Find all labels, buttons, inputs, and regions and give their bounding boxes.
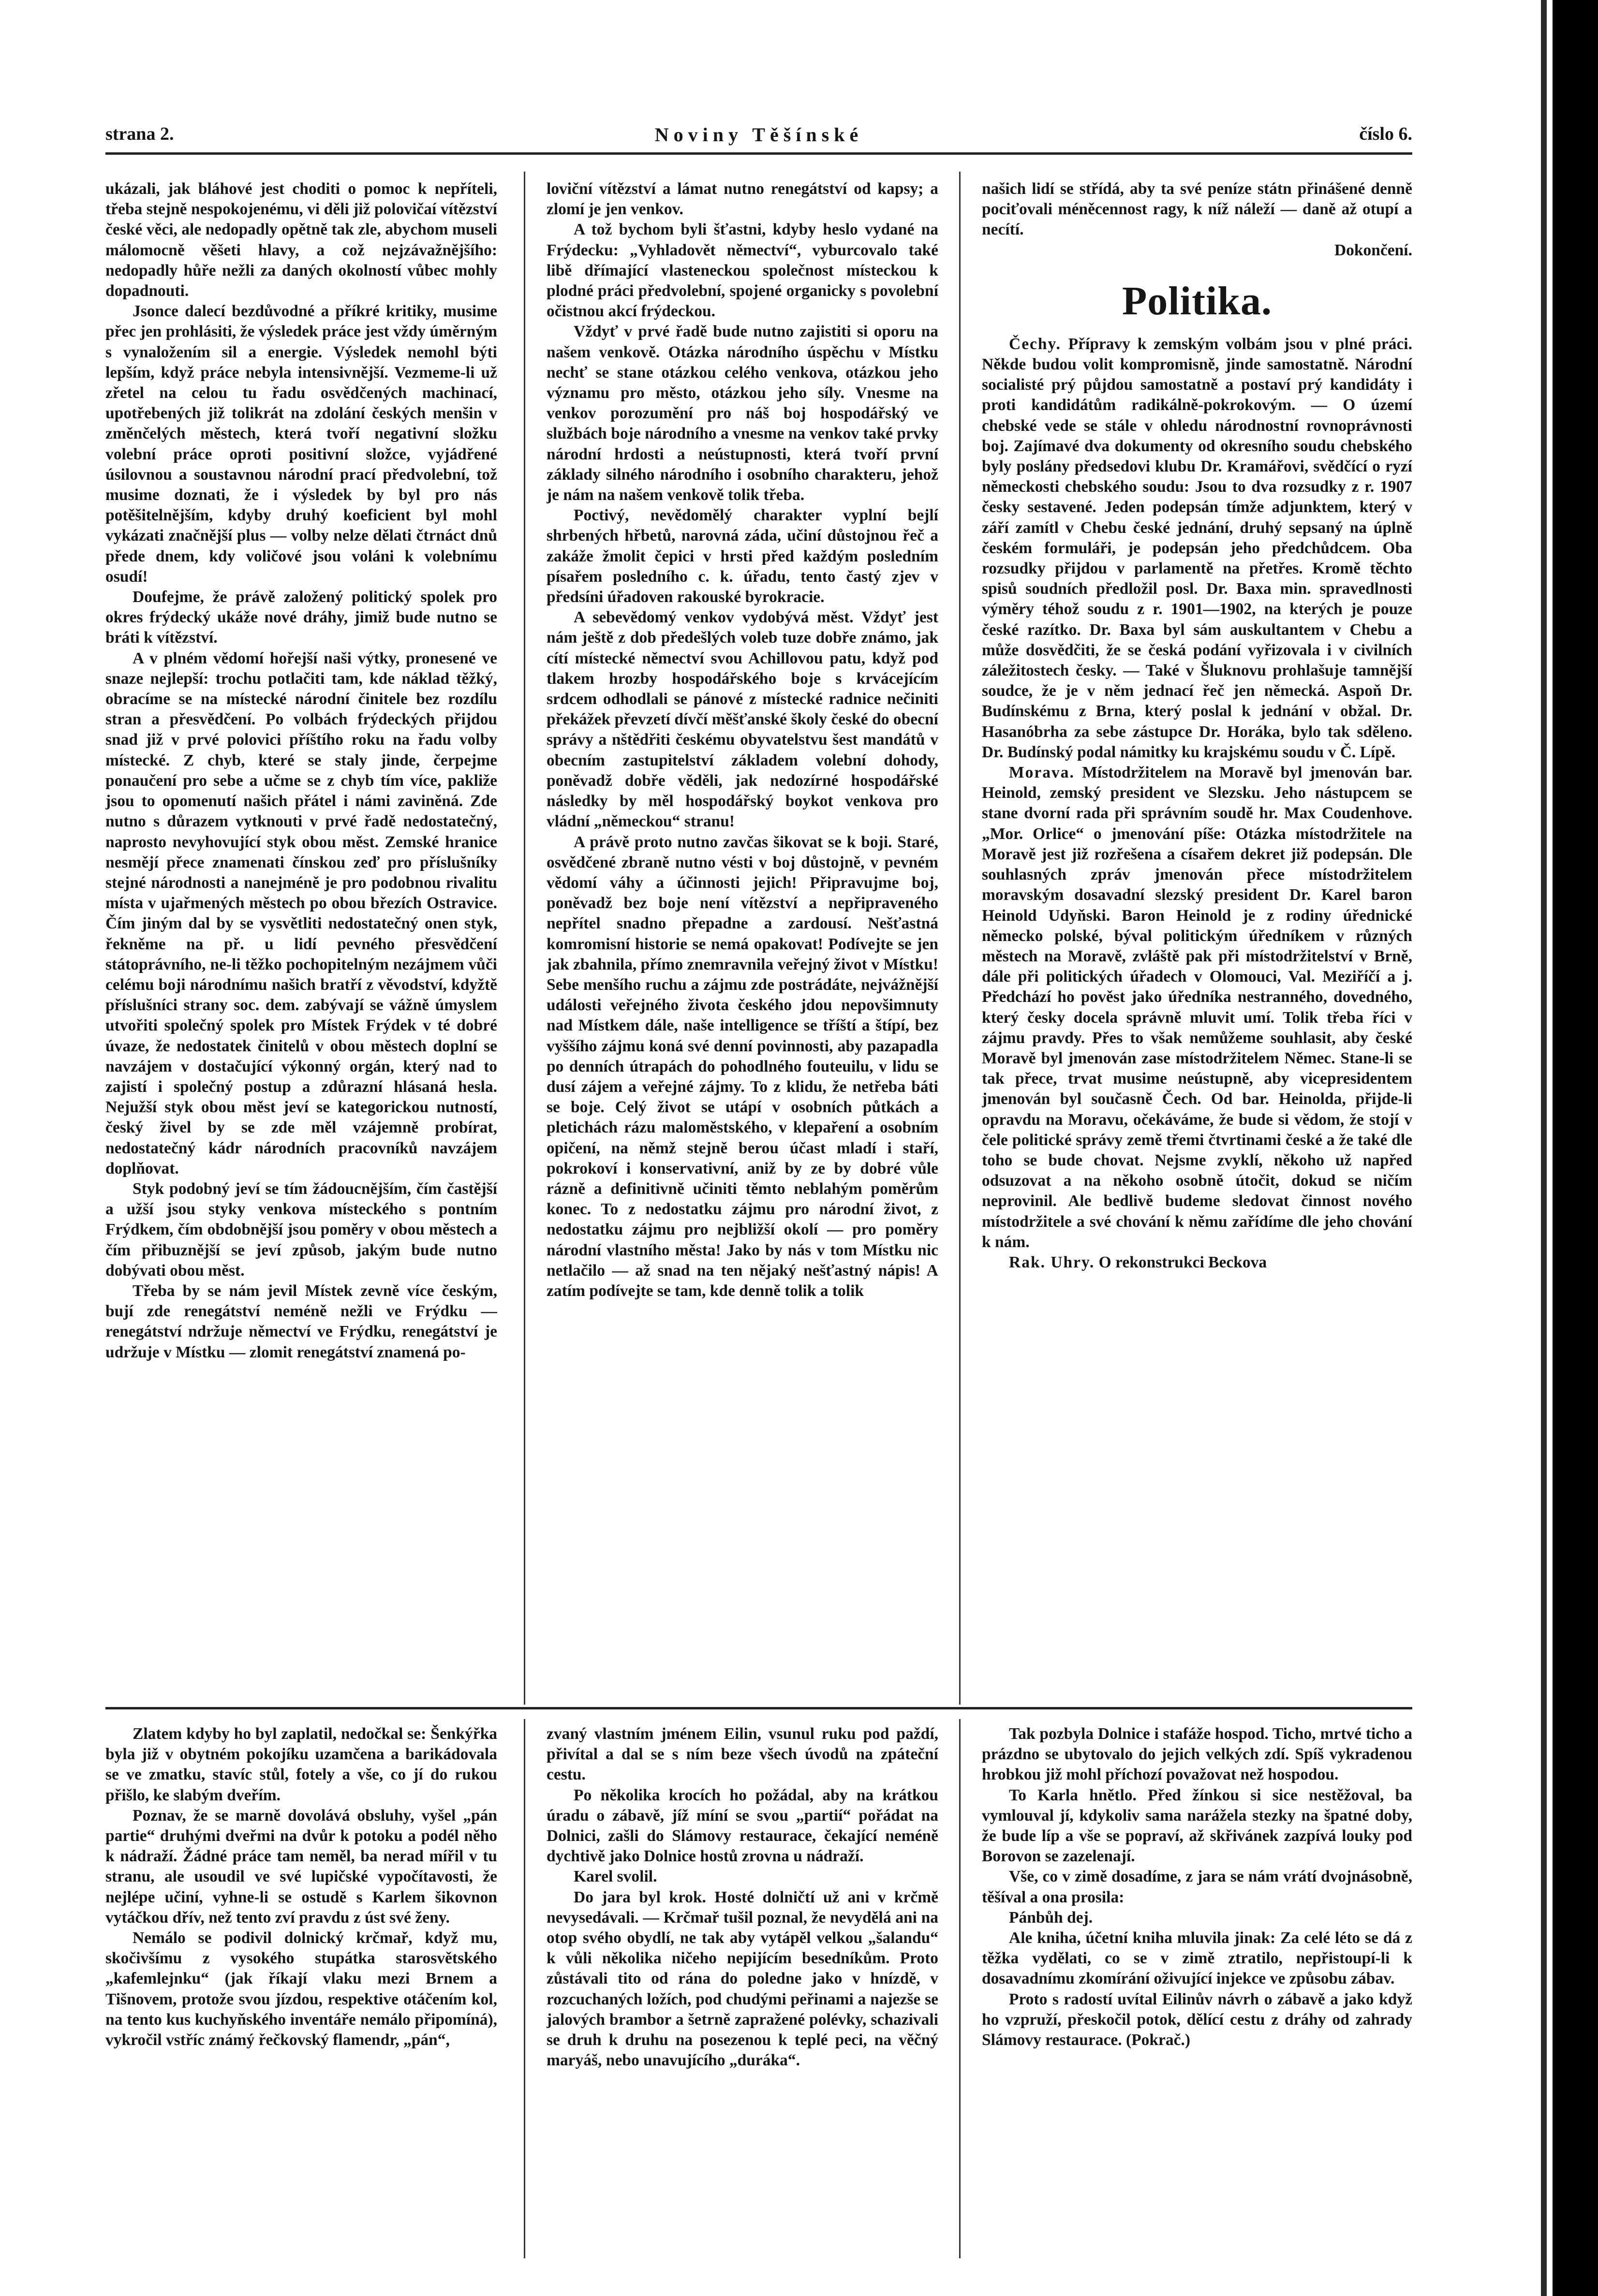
paragraph: A v plném vědomí hořejší naši výtky, pronesené ve snaze nejlepší: trochu potlačiti tam, kde náklad těžký, obracíme se na místecké národní činitele bez rozdílu stran a přesvědčení. Po volbách frýdeckých přijdou snad již v prvé polovici příštího roku na řadu volby místecké. Z chyb, které se staly jinde, čerpejme ponaučení pro sebe a učme se z chyb tím více, pakliže jsou to opomenutí našich přátel i námi zaviněná. Zde nutno s důrazem vytknouti v prvé řadě nedostatečný, naprosto nevyhovující styk obou měst. Zemské hranice nesmějí přece znamenati čínskou zeď pro příslušníky stejné národnosti a nanejméně je pro podobnou rivalitu místa v ujařmených městech po obou březích Ostravice. Čím jiným dal by se vysvětliti nedostatečný onen styk, řekněme na př. u lidí pevného přesvědčení státoprávního, ne-li těžko pochopitelným nezájmem vůči celému boji národnímu našich bratří z věvodství, kdyžtě příslušníci strany soc. dem. zabývají se vážně úmyslem utvořiti společný spolek pro Místek Frýdek v té dobré úvaze, že nedostatek činitelů v obou městech doplní se navzájem v dostačující výkonný orgán, který nad to zajistí i společný postup a zdůrazní hlásaná hesla. Nejužší styk obou měst jeví se kategorickou nutností, český živel by se zde měl vzájemně probírat, nedostatečný kádr národních pracovníků navzájem doplňovat.	[105, 649, 497, 1177]
paragraph: Nemálo se podivil dolnický krčmař, když mu, skočivšímu z vysokého stupátka starosvětského „kafemlejnku“ (jak říkají vlaku mezi Brnem a Tišnovem, protože svou jízdou, respektive otáčením kol, na tento kus kuchyňského inventáře nemálo připomíná), vykročil vstříc známý řečkovský flamendr, „pán“,	[105, 1929, 497, 2049]
paragraph: Zlatem kdyby ho byl zaplatil, nedočkal se: Šenkýřka byla již v obytném pokojíku uzamčena a barikádovala se ve zmatku, stavíc stůl, fotely a vše, co jí do rukou přišlo, ke slabým dveřím.	[105, 1725, 497, 1804]
paragraph-text: O rekonstrukci Beckova	[1098, 1253, 1267, 1271]
paragraph: ukázali, jak bláhové jest choditi o pomoc k nepříteli, třeba stejně nespokojenému, vi děli již polovičaí vítězství české věci, ale nedopadly opětně tak zle, abychom museli málomocně věšeti hlavy, a což nejzávažnějšího: nedopadly hůře nežli za daných okolností vůbec mohly dopadnouti.	[105, 180, 497, 300]
page-number: strana 2.	[105, 124, 174, 144]
column-divider	[524, 172, 525, 1705]
scan-edge-shadow	[1541, 0, 1547, 2296]
paragraph-text: Proto s radostí uvítal Eilinův návrh o zábavě a jako když ho vzpruží, přeskočil potok, dělící cestu z dráhy od zahrady Slámovy restaurace.	[982, 1990, 1412, 2049]
feuilleton-column-2	[547, 1724, 938, 2261]
article-column-1	[105, 179, 497, 1700]
article-column-3	[982, 179, 1412, 1700]
newspaper-page	[105, 118, 1412, 2266]
section-lead: Rak. Uhry.	[1009, 1253, 1095, 1271]
section-lead: Čechy.	[1009, 335, 1061, 353]
paragraph: našich lidí se střídá, aby ta své peníze státn přinášené denně pociťovali méněcennost ragy, k níž náleží — daně až otupí a necítí.	[982, 180, 1412, 239]
paragraph: Po několika krocích ho požádal, aby na krátkou úradu o zábavě, jíž míní se svou „partií“ pořádat na Dolnici, zašli do Slámovy restaurace, čekající neméně dychtivě jako Dolnice hostů zrovna u nádraží.	[547, 1786, 938, 1866]
paragraph-text: Místodržitelem na Moravě byl jmenován bar. Heinold, zemský president ve Slezsku. Jeho nástupcem se stane dvorní rada při správním soudě hr. Max Coudenhove. „Mor. Orlice“ o jmenování píše: Otázka místodržitele na Moravě jest již rozřešena a císařem dekret již podepsán. Dle souhlasných zpráv jmenován přece místodržitelem moravským dosavadní slezský president Dr. Karel baron Heinold Udyňski. Baron Heinold je z rodiny úřednické německo polské, býval politickým úředníkem v různých městech na Moravě, zvláště pak při místodržitelství v Brně, dále při politických úřadech v Olomouci, Val. Meziříčí a j. Předchází ho pověst jako úředníka nestranného, dovedného, který česky docela správně mluvit umí. Tolik třeba říci v zájmu pravdy. Přes to však nemůžeme souhlasit, aby české Moravě byl jmenován zase místodržitelem Němec. Stane-li se tak přece, trvat musime neústupně, aby vicepresidentem jmenován byl současně Čech. Od bar. Heinolda, přijde-li opravdu na Moravu, očekáváme, že bude si vědom, že stojí v čele politické správy země třemi čtvrtinami české a že také dle toho se bude chovat. Nejsme zvyklí, někoho už napřed odsuzovat a na někoho osobně útočit, dokud se ničím neprovinil. Ale bedlivě budeme sledovat činnost nového místodržitele a své chování k němu zařídíme dle jeho chování k nám.	[982, 764, 1412, 1251]
paragraph	[982, 1989, 1412, 2051]
paragraph: Jsonce dalecí bezdůvodné a příkré kritiky, musime přec jen prohlásiti, že výsledek práce jest vždy úměrným s vynaložením sil a energie. Výsledek nemohl býti lepším, když práce nebyla intensivnější. Vezmeme-li už zřetel na celou tu řadu osvědčených machinací, upotřebených již tolikrát na zdolání českých menšin v změnčelých městech, která tvoří negativní složku volební práce oproti positivní složce, vyjádřené úsilovnou a soustavnou národní prací předvolební, tož musime doznati, že i výsledek by byl pro nás potěšitelnějším, kdyby druhý koeficient byl mohl vykázati značnější plus — volby nelze dělati čtrnáct dnů přede dnem, kdy voličové jsou voláni k volebnímu osudí!	[105, 302, 497, 586]
paragraph-text: Přípravy k zemským volbám jsou v plné práci. Někde budou volit kompromisně, jinde samostatně. Národní socialisté prý půjdou samostatně a postaví prý kandidáty i proti kandidátům radikálně-pokrokovým. — O území chebské vede se stále v ohledu národnostní rovnoprávnosti boj. Zajímavé dva dokumenty od okresního soudu chebského byly poslány předsedovi klubu Dr. Kramářovi, svědčící o ryzí německosti chebského soudu: Jsou to dva rozsudky z r. 1907 česky sestavené. Jeden podepsán tímže adjunktem, který v září zamítl v Chebu české jednání, druhý sepsaný na úplně českém formuláři, je podepsán jeho předchůdcem. Oba rozsudky přijdou v parlamentě na přetřes. Kromě těchto spisů soudních předložil posl. Dr. Baxa min. spravedlnosti výměry téhož soudu z r. 1901—1902, na kterých je pouze české razítko. Dr. Baxa byl sám auskultantem v Chebu a může dosvědčiti, že se česká podání vyřizovala i v civilních záležitostech česky. — Také v Šluknovu prohlašuje tamnější soudce, že je v něm jednací řeč jen německá. Aspoň Dr. Budínskému z Brna, který poslal k jednání v obžal. Dr. Hasanóbrha za sebe zástupce Dr. Horáka, bylo tak sděleno. Dr. Budínský podal námitky ku krajskému soudu v Č. Lípě.	[982, 335, 1412, 761]
article-end-mark: Dokončení.	[1334, 241, 1412, 259]
paragraph: Vše, co v zimě dosadíme, z jara se nám vrátí dvojnásobně, těšíval a ona prosila:	[982, 1868, 1412, 1906]
issue-number: číslo 6.	[1359, 124, 1412, 144]
paragraph: zvaný vlastním jménem Eilin, vsunul ruku pod paždí, přivítal a dal se s ním beze všech úvodů na zpáteční cestu.	[547, 1725, 938, 1784]
article-column-2	[547, 179, 938, 1700]
paragraph: Tak pozbyla Dolnice i stafáže hospod. Ticho, mrtvé ticho a prázdno se ubytovalo do jejich velkých zdí. Spíš vykradenou hrobkou již mohl příchozí považovat než hospodou.	[982, 1725, 1412, 1784]
masthead	[105, 118, 1412, 147]
newspaper-title: Noviny Těšínské	[654, 124, 863, 146]
paragraph: To Karla hnětlo. Před žínkou si sice nestěžoval, ba vymlouval jí, kdykoliv sama naráželа stezky na špatné doby, že bude líp a vše se popraví, až skřivánek zazpívá louky pod Borovon se zazelenají.	[982, 1786, 1412, 1866]
column-divider	[959, 1719, 961, 2258]
scan-edge	[1553, 0, 1598, 2296]
paragraph-cechy	[982, 334, 1412, 763]
paragraph-morava	[982, 763, 1412, 1252]
section-lead: Morava.	[1009, 764, 1075, 782]
section-heading: Politika.	[1122, 278, 1272, 324]
paragraph: Styk podobný jeví se tím žádoucnějším, čím častější a užší jsou styky venkova místeckého s pontním Frýdkem, čím obdobnější jsou poměry v obou městech a čím přibuznější se jeví způsob, jakým bude nutno dobývati obou měst.	[105, 1179, 497, 1280]
paragraph: Ale kniha, účetní kniha mluvila jinak: Za celé léto se dá z těžka vydělati, co se v zimě ztratilo, nepřistoupí-li k dosavadnímu zkomírání oživující injekce ve způsobu zábav.	[982, 1929, 1412, 1988]
paragraph: A právě proto nutno zavčas šikovat se k boji. Staré, osvědčené zbraně nutno vésti v boj důstojně, v pevném vědomí váhy a účinnosti jejich! Připravujme boj, poněvadž bez boje není vítězství a nepřipraveného nepřítel snadno přepadne a zardousí. Nešťastná komromisní historie se nemá opakovat! Podívejte se jen jak zbahnila, přímo znemravnila veřejný život v Místku! Sebe menšího ruchu a zájmu zde postrádáte, nejvážnější události veřejného života českého jdou nepovšimnuty nad Místkem dále, naše intelligence se tříští a štípí, bez vyššího zájmu koná své denní povinnosti, aby pazapadla po denních útrapách do pohodlného fouteuilu, v lidu se dusí zájem a veřejné zájmy. To z klidu, že netřeba báti se boje. Celý život se utápí v osobních půtkách a pletichách rázu maloměstského, v klepaření a osobním opičení, na němž stejně berou účast mladí i staří, pokrokoví i konservativní, aniž by ze by dobré vůle rázně a definitivně učiniti těmto neblahým poměrům konec. To z nedostatku zájmu pro národní život, z nedostatku zájmu pro nejbližší okolí — pro poměry národní vlastního města! Jako by nás v tom Místku nic netlačilo — až snad na ten nějaký nešťastný nápis! A zatím podívejte se tam, kde denně tolik a tolik	[547, 833, 938, 1300]
paragraph: Vždyť v prvé řadě bude nutno zajistiti si oporu na našem venkově. Otázka národního úspěchu v Místku nechť se stane otázkou celého venkova, otázkou jeho významu pro město, otázkou jeho síly. Vnesme na venkov porozumění pro náš boj hospodářský ve službách boje národního a vnesme na venkov také prvky národní hrdosti a neústupnosti, která tvoří první základy silného národního i osobního charakteru, jehož je nám na našem venkově tolik třeba.	[547, 323, 938, 504]
paragraph: Poznav, že se marně dovolává obsluhy, vyšel „pán partie“ druhými dveřmi na dvůr k potoku a podél něho k nádraží. Žádné práce tam neměl, ba nerad mířil v tu stranu, ale usoudil ve své lupičské vypočítavosti, že nejlépe učiní, vyhne-li se ostudě s Karlem šikovnon vytáčkou dřív, než tento zví pravdu z úst své ženy.	[105, 1806, 497, 1927]
column-divider	[959, 172, 961, 1705]
paragraph: A sebevědomý venkov vydobývá měst. Vždyť jest nám ještě z dob předešlých voleb tuze dobře známo, jak cítí místecké němectví svou Achillovou patu, když pod tlakem hrozby hospodářského boje s krvácejícím srdcem odhodlali se pánové z místecké radnice nečiniti překážek převzetí dívčí měšťanské školy české do obecní správy a nštědřiti českému obyvatelstvu šest mandátů v obecním zastupitelství základem volební dohody, poněvadž dobře věděli, jak nedozírné hospodářské následky by měl hospodářský boykot venkova pro vládní „německou“ stranu!	[547, 608, 938, 831]
paragraph: Pánbůh dej.	[1009, 1908, 1093, 1927]
continued-mark: (Pokrač.)	[1126, 2031, 1191, 2049]
paragraph: Poctivý, nevědomělý charakter vyplní bejlí shrbených hřbetů, narovná záda, učiní důstojnou řeč a zakáže žmolit čepici v hrsti před každým posledním písařem posledního c. k. úřadu, tento častý zjev v předsíni úřadoven rakouské byrokracie.	[547, 506, 938, 606]
feuilleton-rule	[105, 1707, 1412, 1709]
paragraph: loviční vítězství a lámat nutno renegátství od kapsy; a zlomí je jen venkov.	[547, 180, 938, 219]
paragraph: Karel svolil.	[574, 1868, 657, 1886]
paragraph: Doufejme, že právě založený politický spolek pro okres frýdecký ukáže nové dráhy, jimiž bude nutno se bráti k vítězství.	[105, 588, 497, 647]
masthead-rule	[105, 152, 1412, 155]
paragraph: A tož bychom byli šťastni, kdyby heslo vydané na Frýdecku: „Vyhladovět němectví“, vyburcovalo také libě dřímající vlasteneckou společnost místeckou k plodné práci předvolební, spojené organicky s povolební očistnou akcí frýdeckou.	[547, 221, 938, 321]
feuilleton-column-1	[105, 1724, 497, 2261]
paragraph: Do jara byl krok. Hosté dolničtí už ani v krčmě nevysedávali. — Krčmař tušil poznal, že nevydělá ani na otop svého obydlí, ne tak aby vytápěl velkou „šalandu“ k vůli několika ničeho nepijícím besedníkům. Proto zůstávali tito od rána do poledne jako v hnízdě, v rozcuchaných ložích, pod chudými peřinami a najezše se jalových brambor a šetrně zapražené polévky, schazivali se druh k druhu na posezenou k teplé peci, na věčný maryáš, nebo unavujícího „duráka“.	[547, 1888, 938, 2070]
feuilleton-column-3	[982, 1724, 1412, 2261]
paragraph-rak-uhry	[982, 1252, 1412, 1273]
paragraph: Třeba by se nám jevil Místek zevně více českým, bují zde renegátství neméně nežli ve Frýdku — renegátství ndržuje němectví ve Frýdku, renegátství je udržuje v Místku — zlomit renegátství znamená po-	[105, 1281, 497, 1361]
column-divider	[524, 1719, 525, 2258]
